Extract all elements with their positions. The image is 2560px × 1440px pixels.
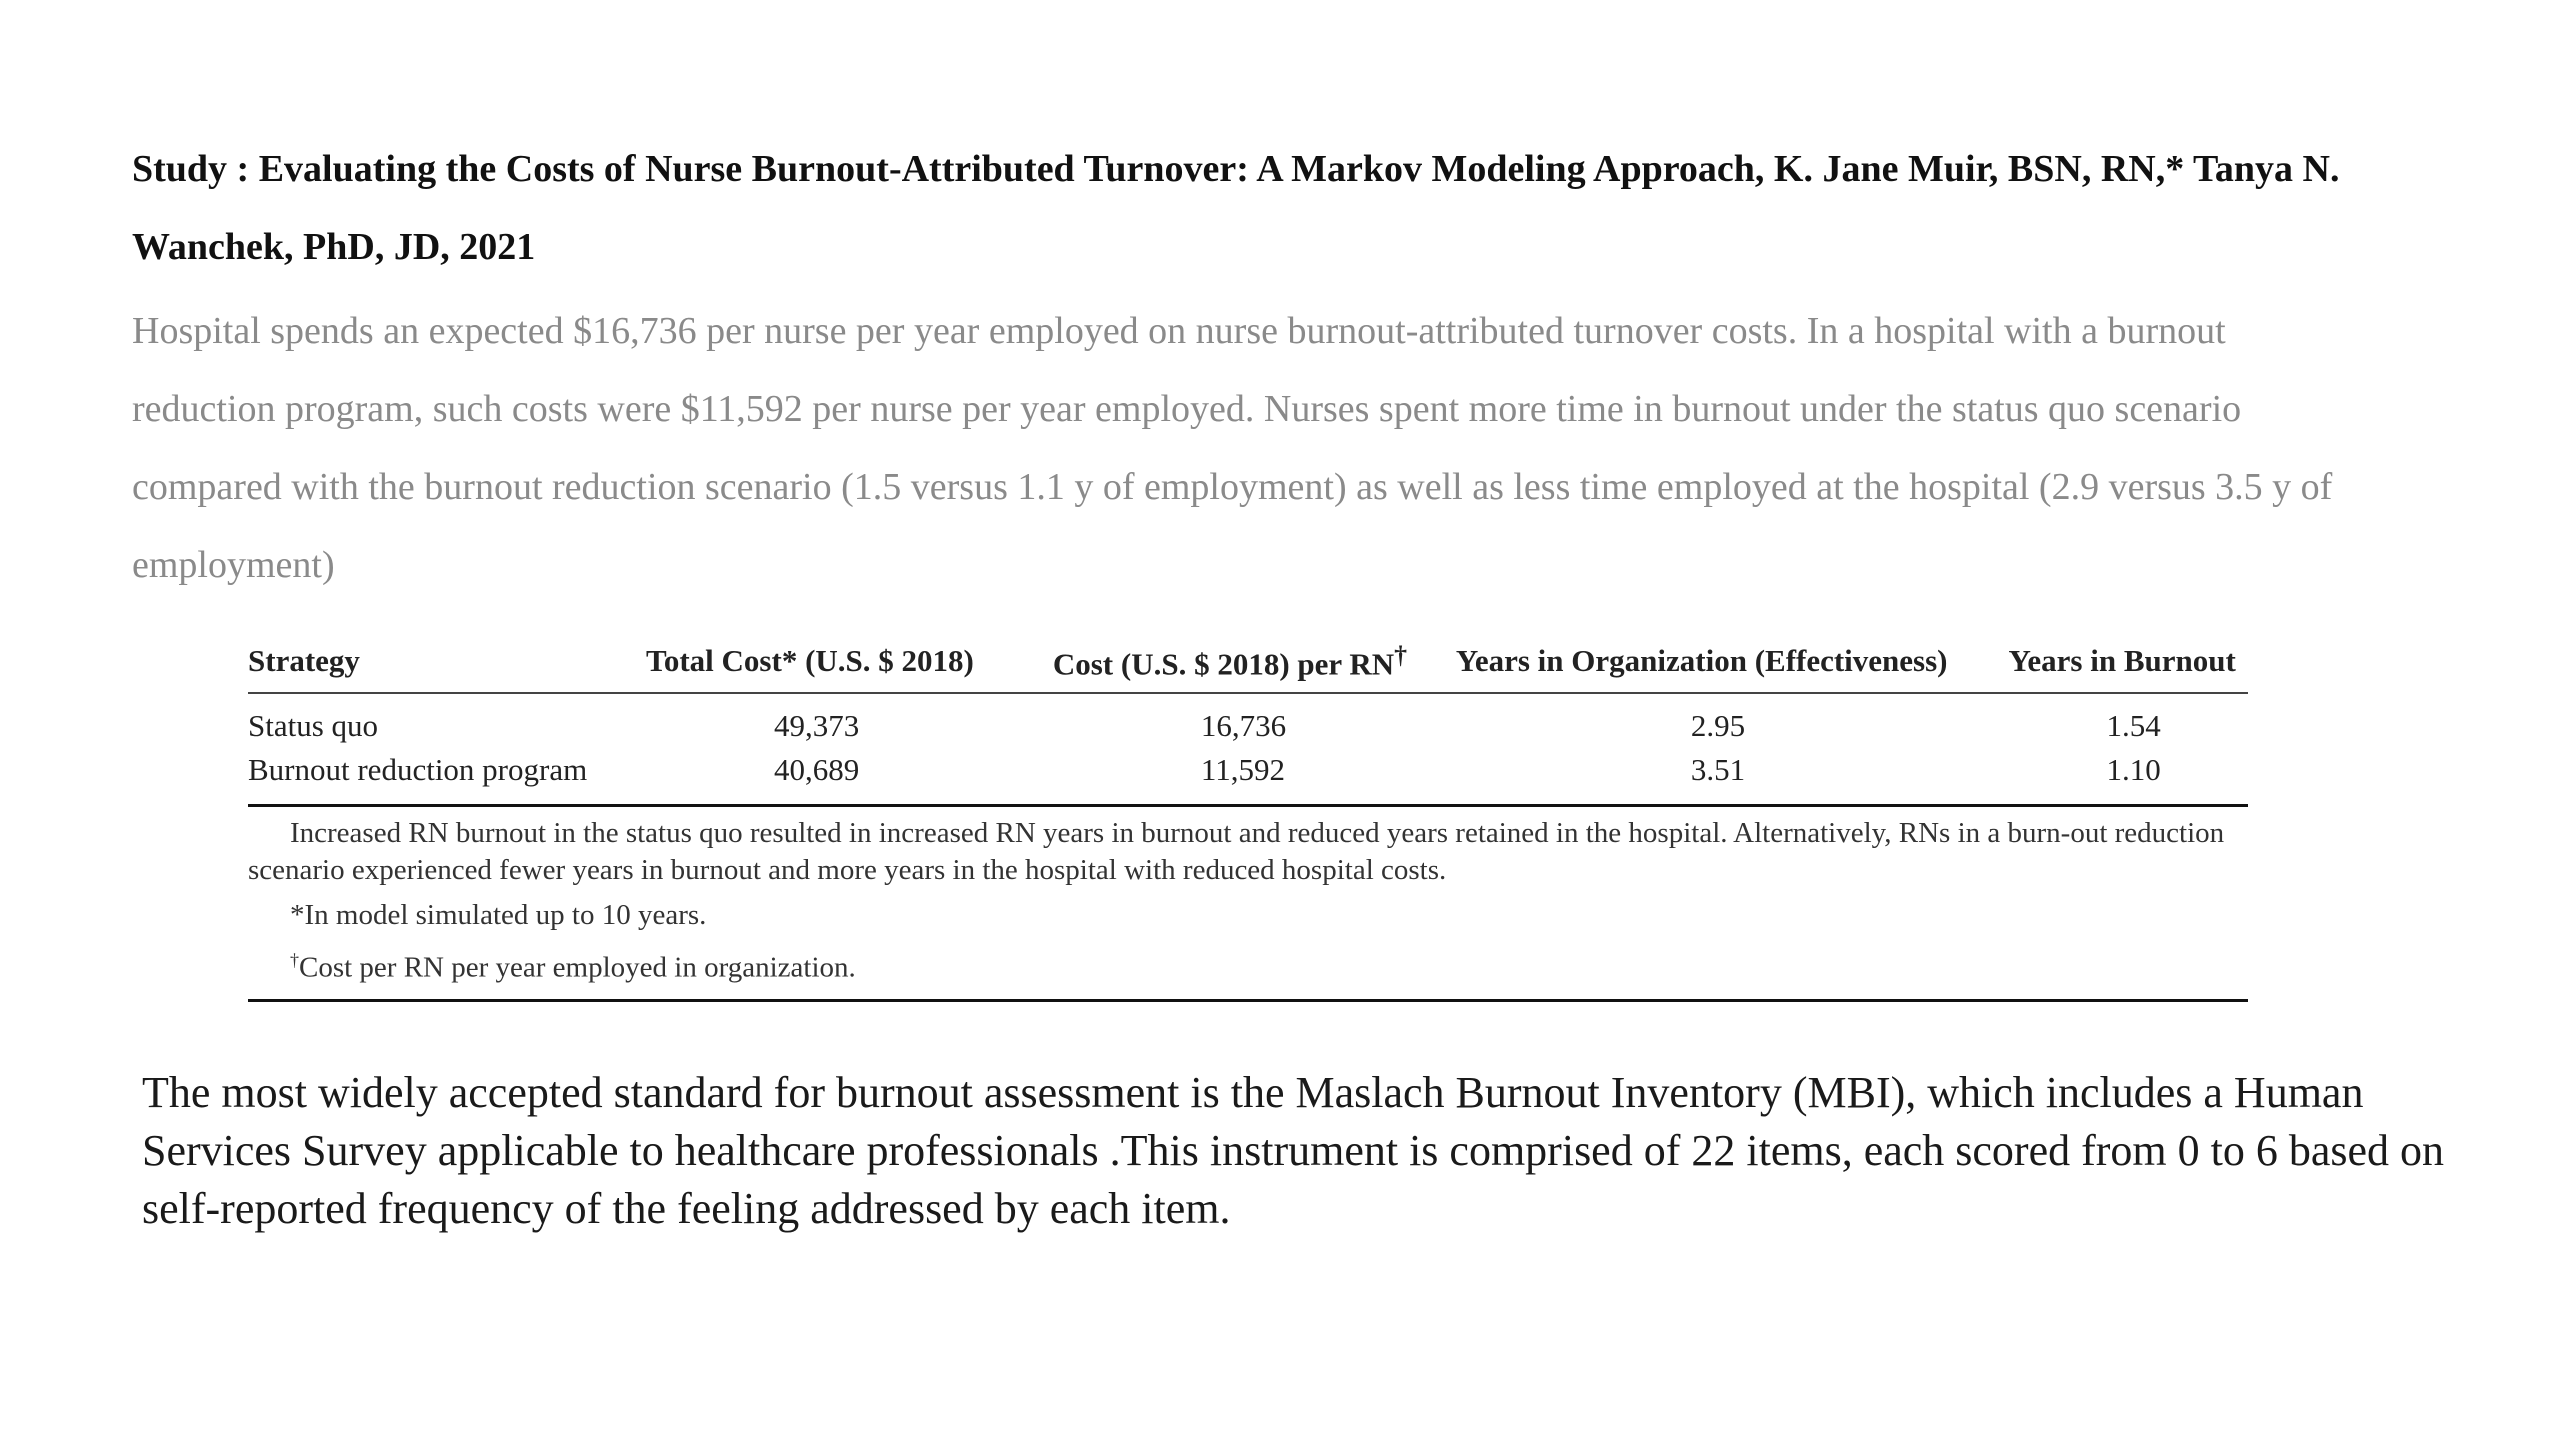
study-title: Study : Evaluating the Costs of Nurse Burnout-Attributed Turnover: A Markov Modeling Approach, K. Jane Muir, BSN, RN,* Tanya N. Wanchek, PhD, JD, 2021 [132, 148, 2340, 268]
mbi-description: The most widely accepted standard for burnout assessment is the Maslach Burnout Inventory (MBI), which includes a Human Services Survey applicable to healthcare professionals .This instrument is comprised of 22 items, each scored from 0 to 6 based on self-reported frequency of the feeling addressed by each item. [142, 1068, 2445, 1233]
results-table [248, 632, 2248, 804]
cell-cost-per-rn: 11,592 [1200, 752, 1285, 788]
cell-strategy: Status quo [248, 708, 379, 744]
table-footnotes [248, 804, 2248, 1002]
cell-years-org: 2.95 [1690, 708, 1746, 744]
table-header-row [248, 632, 2248, 693]
footnote-dagger [248, 942, 2248, 987]
cell-years-org: 3.51 [1690, 752, 1746, 788]
header-cost-per-rn [1053, 632, 1456, 693]
table-row [248, 693, 2248, 748]
cell-total-cost: 49,373 [774, 708, 860, 744]
cell-cost-per-rn: 16,736 [1200, 708, 1287, 744]
cell-total-cost: 40,689 [774, 752, 860, 788]
header-cost-per-rn-label: Cost (U.S. $ 2018) per RN [1052, 646, 1395, 682]
header-total-cost: Total Cost* (U.S. $ 2018) [636, 632, 1053, 693]
results-table-figure [248, 632, 2248, 1002]
footnote-dagger-text: Cost per RN per year employed in organization. [299, 951, 856, 984]
footnote-main: Increased RN burnout in the status quo resulted in increased RN years in burnout and reduced years retained in the hospital. Alternatively, RNs in a burn-out reduction scenario experienced fewer years in burnout and more years in the hospital with reduced hospital costs. [248, 817, 2225, 887]
footnote-star: *In model simulated up to 10 years. [290, 899, 707, 932]
dagger-mark: † [1394, 640, 1408, 669]
header-years-org: Years in Organization (Effectiveness) [1456, 632, 2009, 693]
dagger-mark: † [290, 950, 299, 971]
cell-years-burnout: 1.54 [2106, 708, 2161, 744]
cell-years-burnout: 1.10 [2106, 752, 2161, 788]
study-summary: Hospital spends an expected $16,736 per nurse per year employed on nurse burnout-attributed turnover costs. In a hospital with a burnout reduction program, such costs were $11,592 per nurse per year employed. Nurses spent more time in burnout under the status quo scenario compared with the burnout reduction scenario (1.5 versus 1.1 y of employment) as well as less time employed at the hospital (2.9 versus 3.5 y of employment) [132, 310, 2333, 586]
header-strategy: Strategy [248, 632, 636, 693]
header-years-burnout: Years in Burnout [2008, 632, 2248, 693]
cell-strategy: Burnout reduction program [248, 752, 588, 788]
table-row [248, 748, 2248, 804]
